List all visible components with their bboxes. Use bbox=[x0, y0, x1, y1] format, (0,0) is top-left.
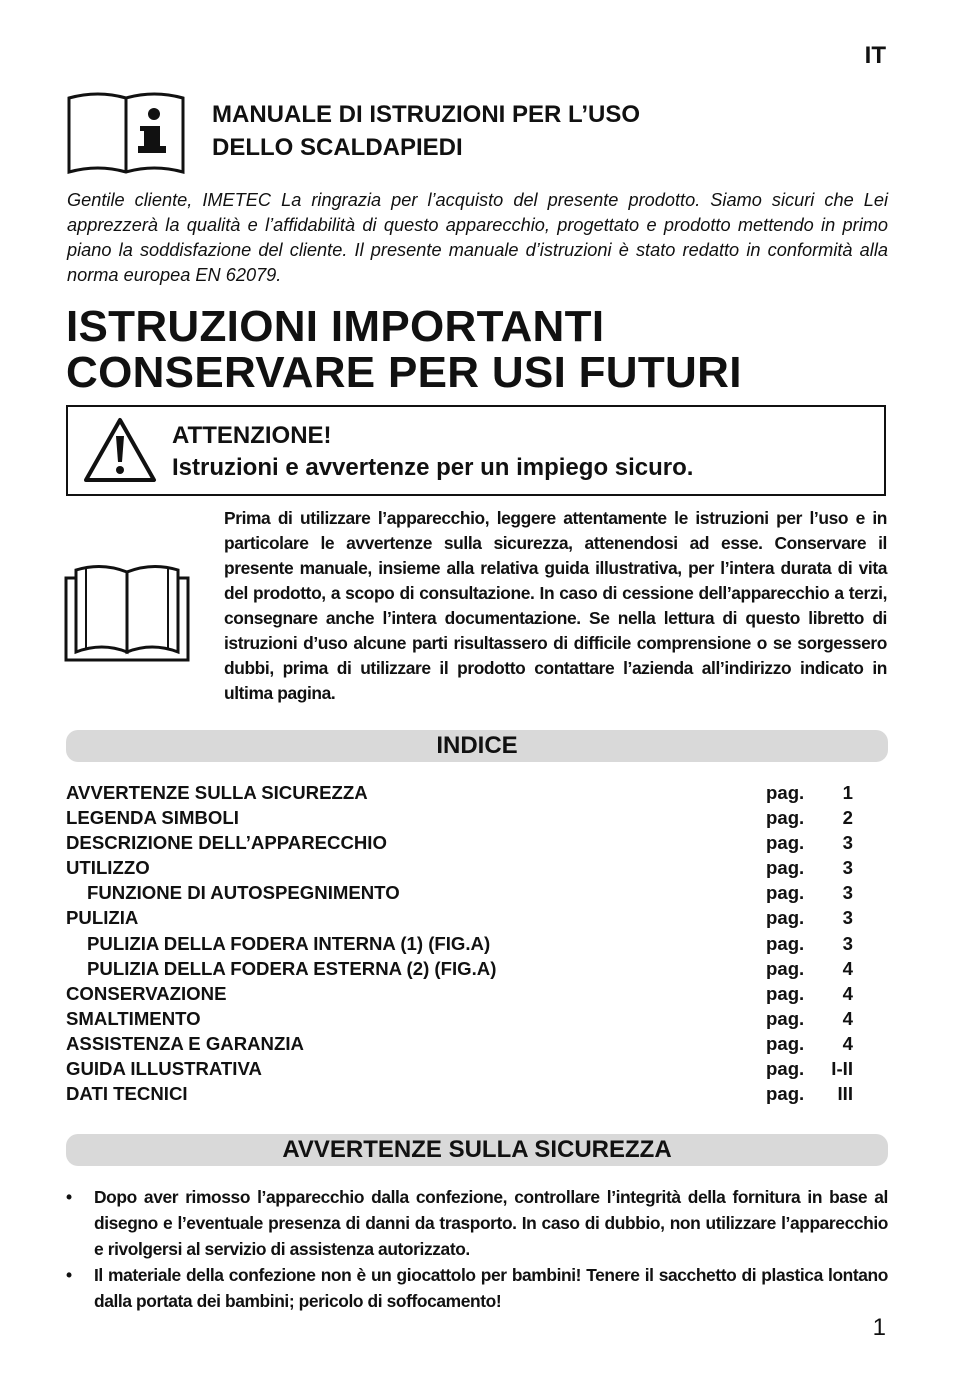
toc-entry-pag-label: pag. bbox=[766, 1007, 805, 1029]
toc-entry-title: PULIZIA DELLA FODERA INTERNA (1) (FIG.A) bbox=[87, 932, 491, 954]
important-instructions-title bbox=[66, 304, 742, 396]
toc-entry-title: UTILIZZO bbox=[66, 857, 150, 879]
toc-entry-page-number: 1 bbox=[842, 782, 853, 803]
toc-entry-pag-label: pag. bbox=[766, 957, 805, 979]
important-title-line2: CONSERVARE PER USI FUTURI bbox=[66, 348, 742, 397]
toc-entry bbox=[66, 855, 856, 880]
safety-warning-text: Dopo aver rimosso l’apparecchio dalla confezione, controllare l’integrità della fornitura in base al disegno e l’eventuale presenza di danni da trasporto. In caso di dubbio, non utilizzare l’apparecchio e rivolgersi al servizio di assistenza autorizzato. bbox=[94, 1187, 888, 1259]
warning-triangle-icon bbox=[82, 416, 158, 484]
toc-entry-title: LEGENDA SIMBOLI bbox=[66, 807, 239, 829]
toc-entry-pag-label: pag. bbox=[766, 782, 805, 803]
toc-entry-title: SMALTIMENTO bbox=[66, 1007, 201, 1029]
toc-entry-title: ASSISTENZA E GARANZIA bbox=[66, 1032, 304, 1054]
toc-entry-pag-label: pag. bbox=[766, 982, 805, 1004]
toc-entry bbox=[66, 981, 856, 1006]
toc-entry-page-number: 4 bbox=[842, 982, 853, 1004]
read-instructions-notice: Prima di utilizzare l’apparecchio, leggere attentamente le istruzioni per l’uso e in particolare le avvertenze sulla sicurezza, attenendosi ad esse. Conservare il presente manuale, insieme alla relativa guida illustrativa, per l’intera durata di vita del prodotto, a scopo di consultazione. In caso di cessione dell’apparecchio a terzi, consegnare anche l’intera documentazione. Se nella lettura di questo libretto di istruzioni d’uso alcune parti risultassero di difficile comprensione o se sorgessero dubbi, prima di utilizzare il prodotto contattare l’azienda all’indirizzo indicato in ultima pagina. bbox=[224, 508, 887, 703]
toc-entry-page-number: 2 bbox=[842, 807, 853, 829]
toc-entry-page-number: 4 bbox=[842, 1007, 853, 1029]
read-manual-book-icon bbox=[64, 556, 190, 664]
toc-entry bbox=[66, 830, 856, 855]
important-title-line1: ISTRUZIONI IMPORTANTI bbox=[66, 302, 605, 351]
toc-entry-title: AVVERTENZE SULLA SICUREZZA bbox=[66, 782, 368, 803]
toc-entry-title: DATI TECNICI bbox=[66, 1083, 188, 1105]
warning-title: ATTENZIONE! bbox=[172, 422, 332, 449]
toc-entry bbox=[66, 1056, 856, 1081]
index-heading: INDICE bbox=[66, 730, 888, 762]
warning-subtitle: Istruzioni e avvertenze per un impiego sicuro. bbox=[172, 454, 694, 481]
safety-warning-item bbox=[66, 1262, 888, 1314]
intro-paragraph: Gentile cliente, IMETEC La ringrazia per l’acquisto del presente prodotto. Siamo sicuri che Lei apprezzerà la qualità e l’affidabilità di questo apparecchio, progettato e prodotto mettendo in primo piano la soddisfazione del cliente. Il presente manuale d’istruzioni è stato redatto in conformità alla norma europea EN 62079. bbox=[67, 190, 888, 285]
toc-entry-title: CONSERVAZIONE bbox=[66, 982, 227, 1004]
toc-entry-pag-label: pag. bbox=[766, 1058, 805, 1080]
toc-entry-page-number: 3 bbox=[842, 857, 853, 879]
bullet-symbol: • bbox=[66, 1265, 72, 1285]
manual-title-line1: MANUALE DI ISTRUZIONI PER L’USO bbox=[212, 101, 641, 128]
toc-entry bbox=[66, 1031, 856, 1056]
table-of-contents bbox=[66, 780, 856, 1106]
safety-warnings-list bbox=[66, 1184, 888, 1314]
bullet-symbol: • bbox=[66, 1187, 72, 1207]
safety-warning-text: Il materiale della confezione non è un giocattolo per bambini! Tenere il sacchetto di plastica lontano dalla portata dei bambini; pericolo di soffocamento! bbox=[94, 1265, 888, 1311]
toc-entry bbox=[66, 1006, 856, 1031]
toc-entry-title: DESCRIZIONE DELL’APPARECCHIO bbox=[66, 832, 387, 854]
toc-entry bbox=[66, 805, 856, 830]
manual-title bbox=[212, 98, 640, 164]
toc-entry-title: GUIDA ILLUSTRATIVA bbox=[66, 1058, 262, 1080]
toc-entry-pag-label: pag. bbox=[766, 882, 805, 904]
toc-entry-pag-label: pag. bbox=[766, 907, 805, 929]
toc-entry bbox=[66, 905, 856, 930]
toc-entry bbox=[66, 1081, 856, 1106]
toc-entry-page-number: 4 bbox=[842, 1032, 853, 1054]
toc-entry-pag-label: pag. bbox=[766, 1032, 805, 1054]
toc-entry-pag-label: pag. bbox=[766, 832, 805, 854]
toc-entry-title: PULIZIA bbox=[66, 907, 139, 929]
toc-entry-page-number: 3 bbox=[842, 932, 853, 954]
toc-entry bbox=[66, 880, 856, 905]
page-number: 1 bbox=[872, 1314, 886, 1341]
toc-entry-page-number: 3 bbox=[842, 882, 853, 904]
toc-entry-title: PULIZIA DELLA FODERA ESTERNA (2) (FIG.A) bbox=[87, 957, 497, 979]
language-code: IT bbox=[864, 42, 886, 69]
toc-entry-page-number: III bbox=[837, 1083, 853, 1105]
toc-entry bbox=[66, 956, 856, 981]
toc-entry bbox=[66, 931, 856, 956]
toc-entry-pag-label: pag. bbox=[766, 1083, 805, 1105]
toc-entry-pag-label: pag. bbox=[766, 807, 805, 829]
toc-entry-page-number: 3 bbox=[842, 832, 853, 854]
toc-entry-page-number: 3 bbox=[842, 907, 853, 929]
toc-entry bbox=[66, 780, 856, 805]
toc-entry-page-number: 4 bbox=[842, 957, 853, 979]
safety-heading: AVVERTENZE SULLA SICUREZZA bbox=[66, 1134, 888, 1166]
toc-entry-title: FUNZIONE DI AUTOSPEGNIMENTO bbox=[87, 882, 400, 904]
manual-title-line2: DELLO SCALDAPIEDI bbox=[212, 134, 463, 161]
safety-warning-item bbox=[66, 1184, 888, 1262]
warning-text bbox=[172, 420, 693, 484]
info-manual-icon bbox=[66, 88, 186, 176]
toc-entry-pag-label: pag. bbox=[766, 932, 805, 954]
toc-entry-page-number: I-II bbox=[831, 1058, 853, 1080]
toc-entry-pag-label: pag. bbox=[766, 857, 805, 879]
